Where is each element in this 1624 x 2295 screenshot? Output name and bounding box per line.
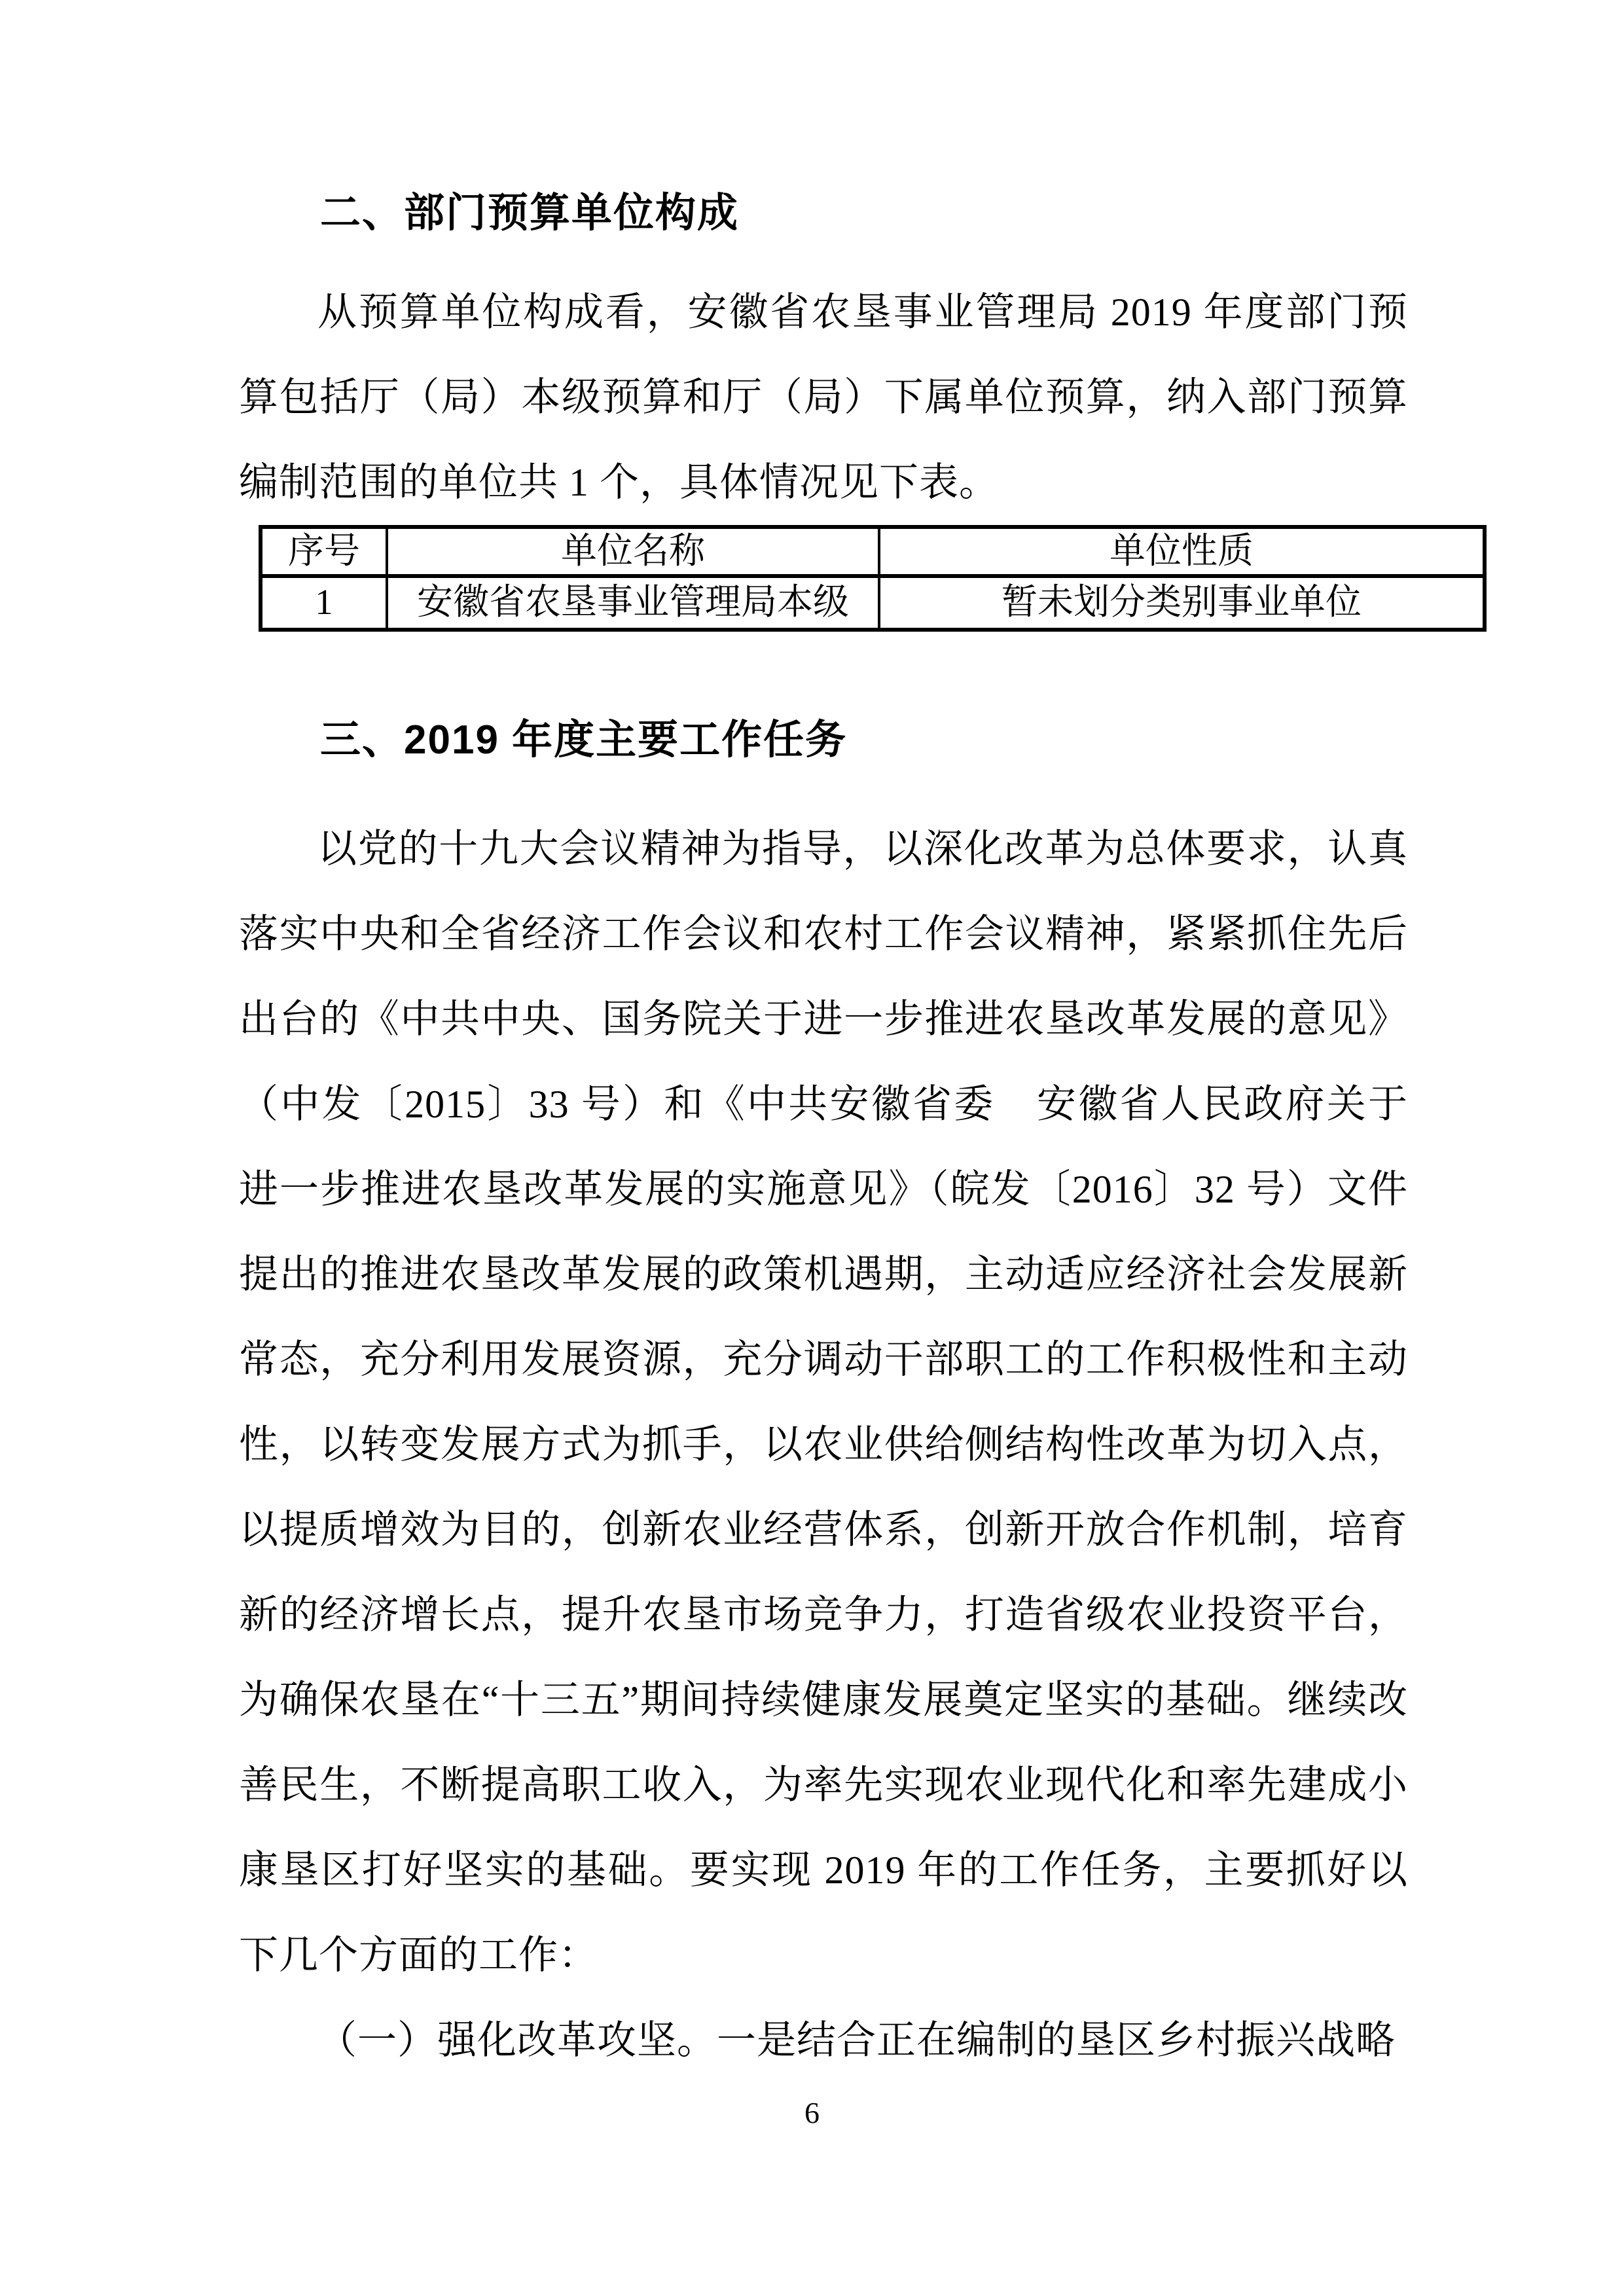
table-header-unit-type: 单位性质 [879,527,1485,576]
table-cell-unit-type: 暂未划分类别事业单位 [879,576,1485,630]
table-cell-index: 1 [261,576,387,630]
section-2-heading: 二、部门预算单位构成 [320,190,740,236]
section-3-paragraph: 以党的十九大会议精神为指导，以深化改革为总体要求，认真落实中央和全省经济工作会议和农村工作会议精神，紧紧抓住先后出台的《中共中央、国务院关于进一步推进农垦改革发展的意见》（中发〔2015〕33 号）和《中共安徽省委 安徽省人民政府关于进一步推进农垦改革发展的实施意见》（皖发〔2016〕32 号）文件提出的推进农垦改革发展的政策机遇期，主动适应经济社会发展新常态，充分利用发展资源，充分调动干部职工的工作积极性和主动性，以转变发展方式为抓手，以农业供给侧结构性改革为切入点，以提质增效为目的，创新农业经营体系，创新开放合作机制，培育新的经济增长点，提升农垦市场竞争力，打造省级农业投资平台，为确保农垦在“十三五”期间持续健康发展奠定坚实的基础。继续改善民生，不断提高职工收入，为率先实现农业现代化和率先建成小康垦区打好坚实的基础。要实现 2019 年的工作任务，主要抓好以下几个方面的工作： [239,827,1408,1977]
section-3-heading: 三、2019 年度主要工作任务 [320,717,848,763]
table-row [261,576,1485,630]
table-cell-unit-name: 安徽省农垦事业管理局本级 [387,576,879,630]
table-header-row [261,527,1485,576]
table-header-index: 序号 [261,527,387,576]
page-number: 6 [804,2096,820,2129]
table-header-unit-name: 单位名称 [387,527,879,576]
section-3-subitem-paragraph: （一）强化改革攻坚。一是结合正在编制的垦区乡村振兴战略 [317,2018,1396,2062]
budget-units-table [259,525,1487,632]
section-2-paragraph: 从预算单位构成看，安徽省农垦事业管理局 2019 年度部门预算包括厅（局）本级预算和厅（局）下属单位预算，纳入部门预算编制范围的单位共 1 个，具体情况见下表。 [239,291,1408,504]
